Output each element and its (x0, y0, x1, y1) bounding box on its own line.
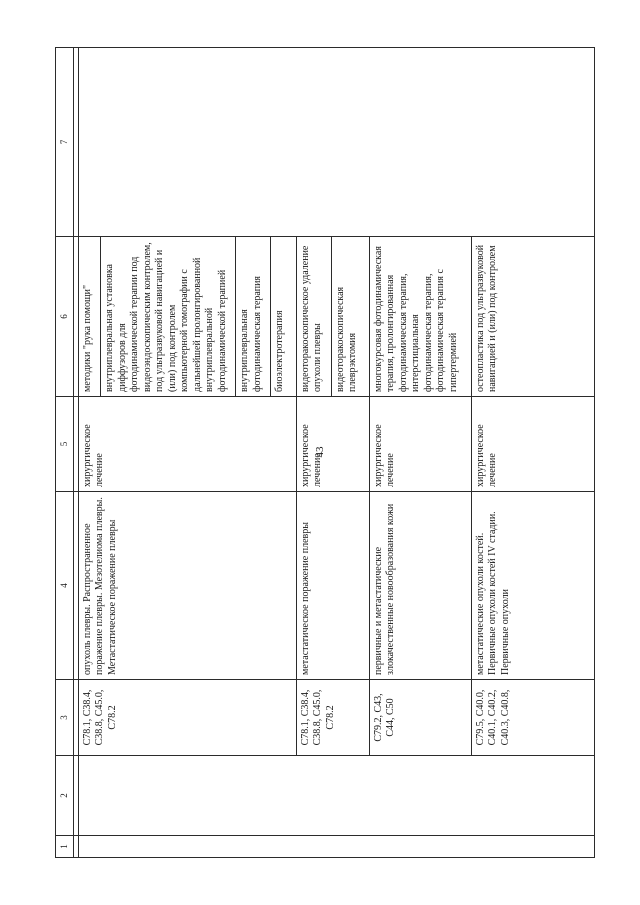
cell-codes: C78.1, C38.4, C38.8, C45.0, C78.2 (78, 680, 296, 756)
method-item: внутриплевральная фотодинамическая терапия (235, 237, 270, 396)
column-number-row (56, 48, 74, 858)
col-number-4: 4 (56, 492, 74, 680)
cell-methods (78, 237, 296, 397)
procedures-table (55, 47, 595, 858)
cell-methods (369, 237, 471, 397)
col-number-2: 2 (56, 756, 74, 836)
method-item: видеоторакоскопическая плеврэктомия (331, 237, 366, 396)
cell-treatment: хирургическое лечение (296, 397, 369, 492)
col-number-7: 7 (56, 48, 74, 237)
method-item: биоэлектротерапия (270, 237, 293, 396)
method-continuation: методики "рука помощи" (81, 284, 93, 392)
col-number-3: 3 (56, 680, 74, 756)
method-item: видеоторакоскопическое удаление опухоли плевры (299, 245, 323, 392)
cell-codes: C78.1, C38.4, C38.8, C45.0, C78.2 (296, 680, 369, 756)
cell-diagnosis: опухоль плевры. Распространенное поражение плевры. Мезотелиома плевры. Метастатическое поражение плевры (78, 492, 296, 680)
page-number: 43 (314, 446, 326, 458)
cell-methods (296, 237, 369, 397)
col-number-6: 6 (56, 237, 74, 397)
col-number-5: 5 (56, 397, 74, 492)
cell-diagnosis: первичные и метастатические злокачественные новообразования кожи (369, 492, 471, 680)
col-number-1: 1 (56, 836, 74, 858)
method-item: многокурсовая фотодинамическая терапия, пролонгированная фотодинамическая терапия, интерстициальная фотодинамическая терапия, фотодинамическая терапия с гипертермией (372, 246, 459, 392)
cell-diagnosis: метастатическое поражение плевры (296, 492, 369, 680)
method-item: внутриплевральная установка диффузоров для фотодинамической терапии под видеоэндоскопическим контролем, под ультразвуковой навигацией и (или) под контролем компьютерной томографии с дальнейшей пролонгированной внутриплевральной фотодинамической терапией (100, 237, 235, 396)
cell-diagnosis: метастатические опухоли костей. Первичные опухоли костей IV стадии. Первичные опухоли (471, 492, 595, 680)
cell-notes (78, 48, 595, 237)
cell-codes: C79.5, C40.0, C40.1, C40.2, C40.3, C40.8, (471, 680, 595, 756)
cell-treatment: хирургическое лечение (78, 397, 296, 492)
cell-methods (471, 237, 595, 397)
cell-treatment: хирургическое лечение (369, 397, 471, 492)
cell-codes: C79.2, C43, C44, C50 (369, 680, 471, 756)
cell-treatment: хирургическое лечение (471, 397, 595, 492)
method-item: остеопластика под ультразвуковой навигацией и (или) под контролем (474, 244, 498, 392)
table-row (78, 48, 296, 858)
cell-group (78, 756, 595, 836)
cell-index (78, 836, 595, 858)
rotated-table-container (55, 48, 595, 858)
